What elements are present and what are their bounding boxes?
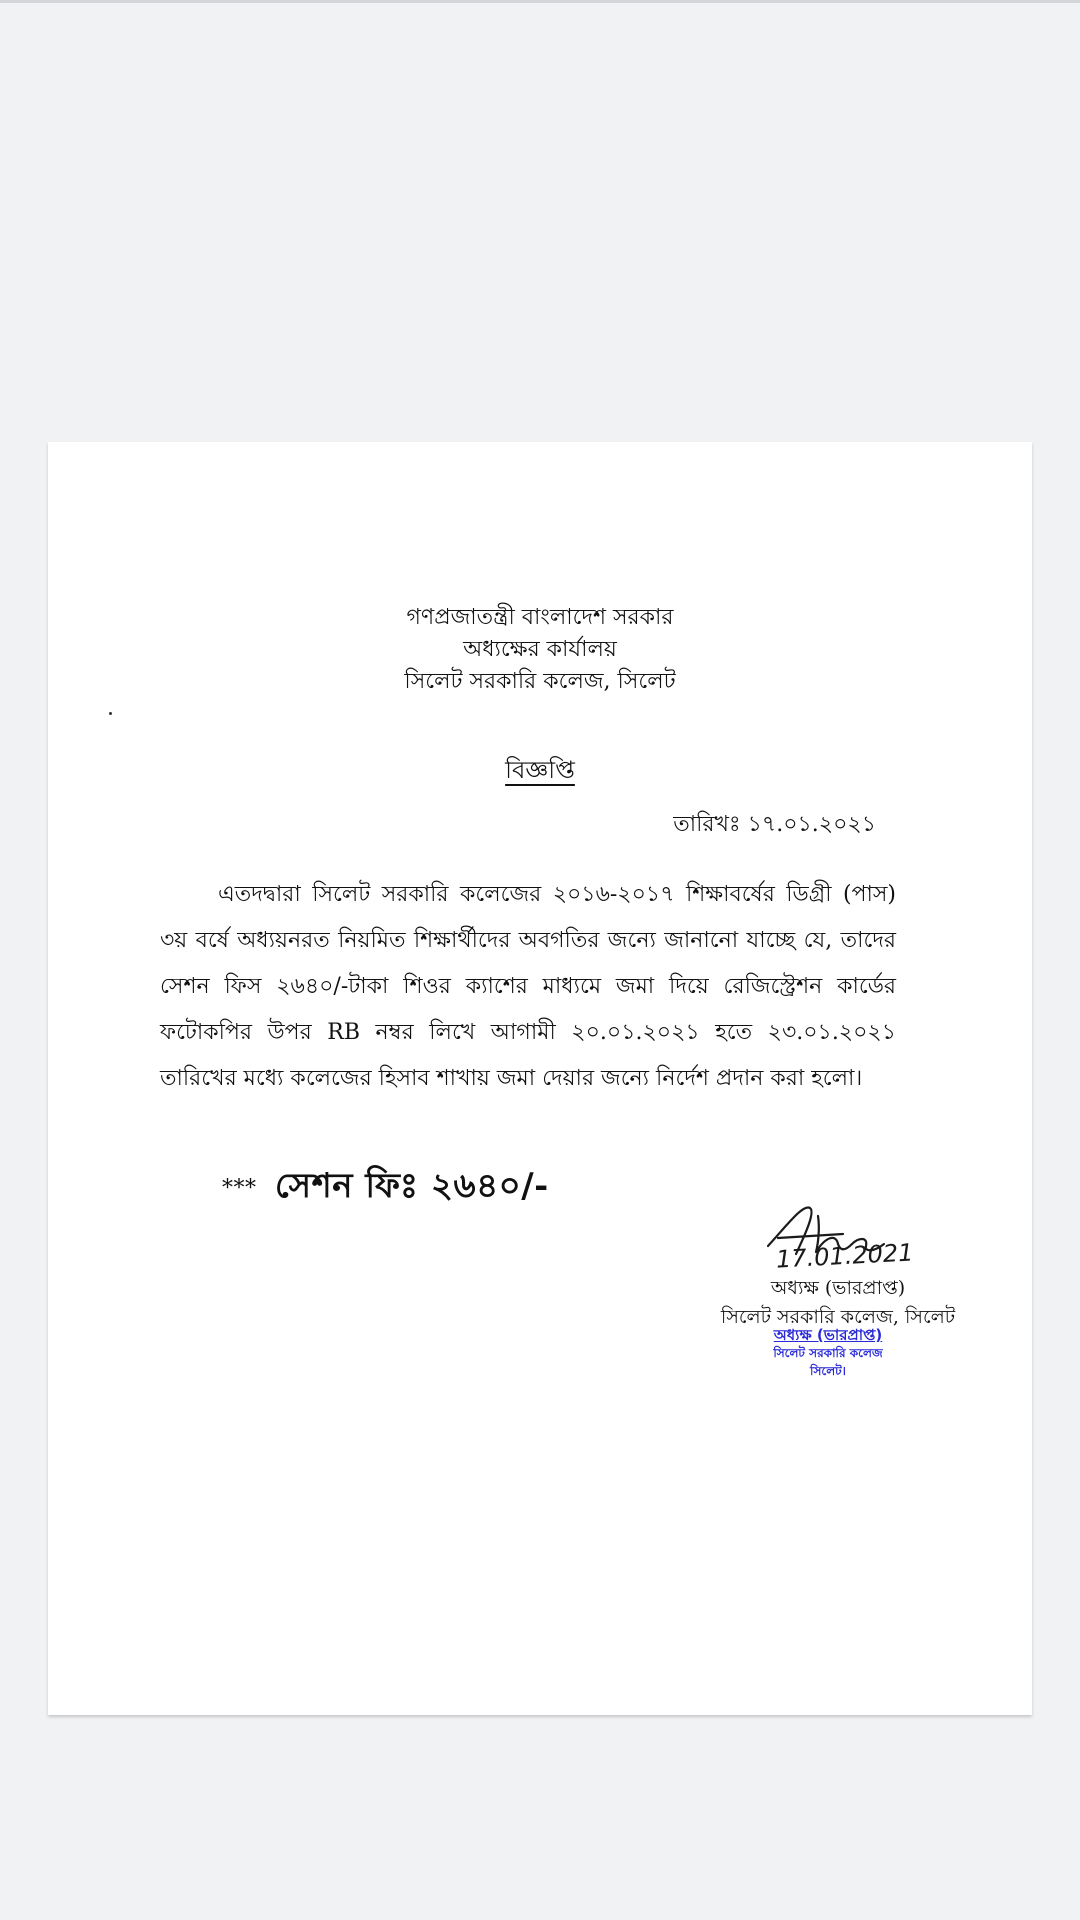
- signatory-block: [688, 1274, 988, 1332]
- stamp-city: সিলেট।: [810, 1364, 846, 1378]
- stamp-designation: অধ্যক্ষ (ভারপ্রাপ্ত): [773, 1326, 883, 1344]
- document-page: [48, 442, 1032, 1715]
- fee-stars: ***: [222, 1175, 257, 1201]
- session-fee: [222, 1160, 549, 1217]
- viewer-top-edge: [0, 0, 1080, 3]
- fee-text: সেশন ফিঃ ২৬৪০/-: [274, 1166, 549, 1206]
- signature-date: 17.01.2021: [775, 1238, 915, 1274]
- header-office-line: অধ্যক্ষের কার্যালয়: [463, 637, 617, 662]
- scan-speck: [109, 712, 112, 715]
- official-stamp: [728, 1326, 928, 1380]
- header-govt-line: গণপ্রজাতন্ত্রী বাংলাদেশ সরকার: [406, 605, 674, 630]
- signatory-designation: অধ্যক্ষ (ভারপ্রাপ্ত): [770, 1277, 906, 1299]
- notice-body: এতদদ্বারা সিলেট সরকারি কলেজের ২০১৬-২০১৭ শিক্ষাবর্ষের ডিগ্রী (পাস) ৩য় বর্ষে অধ্যয়নরত নিয়মিত শিক্ষার্থীদের অবগতির জন্যে জানানো যাচ্ছে যে, তাদের সেশন ফিস ২৬৪০/-টাকা শিওর ক্যাশের মাধ্যমে জমা দিয়ে রেজিস্ট্রেশন কার্ডের ফটোকপির উপর RB নম্বর লিখে আগামী ২০.০১.২০২১ হতে ২৩.০১.২০২১ তারিখের মধ্যে কলেজের হিসাব শাখায় জমা দেয়ার জন্যে নির্দেশ প্রদান করা হলো।: [160, 882, 896, 1091]
- header-college-line: সিলেট সরকারি কলেজ, সিলেট: [404, 669, 676, 694]
- signatory-office: সিলেট সরকারি কলেজ, সিলেট: [720, 1306, 956, 1328]
- stamp-college: সিলেট সরকারি কলেজ: [773, 1346, 883, 1360]
- notice-date: তারিখঃ ১৭.০১.২০২১: [673, 812, 876, 837]
- notice-title: বিজ্ঞপ্তি: [505, 756, 575, 784]
